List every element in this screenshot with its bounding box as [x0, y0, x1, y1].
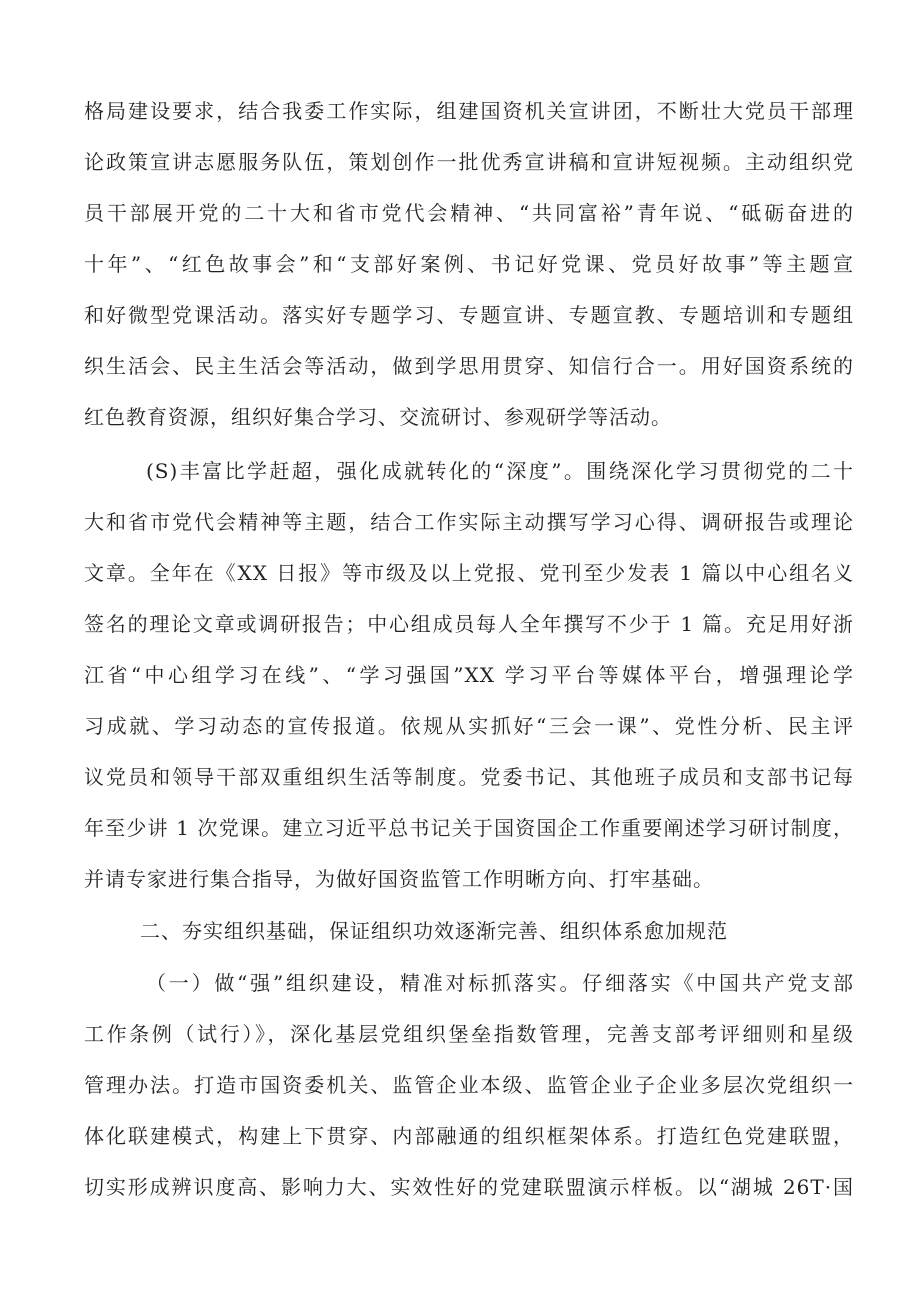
text-line: 江省“中心组学习在线”、“学习强国”XX 学习平台等媒体平台，增强理论学 [84, 663, 854, 687]
text-line: 红色教育资源，组织好集合学习、交流研讨、参观研学等活动。 [84, 405, 672, 429]
text-line: 签名的理论文章或调研报告；中心组成员每人全年撰写不少于 1 篇。充足用好浙 [84, 612, 854, 636]
text-line: 员干部展开党的二十大和省市党代会精神、“共同富裕”青年说、“砥砺奋进的 [84, 201, 854, 225]
paragraph-heading-line: （一）做“强”组织建设，精准对标抓落实。仔细落实《中国共产党支部 [146, 971, 854, 995]
text-line: 习成就、学习动态的宣传报道。依规从实抓好“三会一课”、党性分析、民主评 [84, 714, 854, 738]
text-line: 文章。全年在《XX 日报》等市级及以上党报、党刊至少发表 1 篇以中心组名义 [84, 561, 854, 585]
text-line: 体化联建模式，构建上下贯穿、内部融通的组织框架体系。打造红色党建联盟， [84, 1124, 854, 1148]
text-line: 格局建设要求，结合我委工作实际，组建国资机关宣讲团，不断壮大党员干部理 [84, 99, 854, 123]
text-line: 大和省市党代会精神等主题，结合工作实际主动撰写学习心得、调研报告或理论 [84, 510, 854, 534]
text-line: 论政策宣讲志愿服务队伍，策划创作一批优秀宣讲稿和宣讲短视频。主动组织党 [84, 150, 854, 174]
text-line: 并请专家进行集合指导，为做好国资监管工作明晰方向、打牢基础。 [84, 867, 714, 891]
text-line: 工作条例（试行）》，深化基层党组织堡垒指数管理，完善支部考评细则和星级 [84, 1022, 854, 1046]
text-line: 管理办法。打造市国资委机关、监管企业本级、监管企业子企业多层次党组织一 [84, 1073, 854, 1097]
text-line: 织生活会、民主生活会等活动，做到学思用贯穿、知信行合一。用好国资系统的 [84, 354, 854, 378]
section-heading: 二、夯实组织基础，保证组织功效逐渐完善、组织体系愈加规范 [140, 919, 728, 943]
paragraph-heading-line: (S)丰富比学赶超，强化成就转化的“深度”。围绕深化学习贯彻党的二十 [146, 459, 854, 483]
text-line: 十年”、“红色故事会”和“支部好案例、书记好党课、党员好故事”等主题宣 [84, 252, 854, 276]
text-line: 和好微型党课活动。落实好专题学习、专题宣讲、专题宣教、专题培训和专题组 [84, 303, 854, 327]
text-line: 年至少讲 1 次党课。建立习近平总书记关于国资国企工作重要阐述学习研讨制度， [84, 816, 854, 840]
text-line: 切实形成辨识度高、影响力大、实效性好的党建联盟演示样板。以“湖城 26T·国 [84, 1175, 854, 1199]
text-line: 议党员和领导干部双重组织生活等制度。党委书记、其他班子成员和支部书记每 [84, 765, 854, 789]
